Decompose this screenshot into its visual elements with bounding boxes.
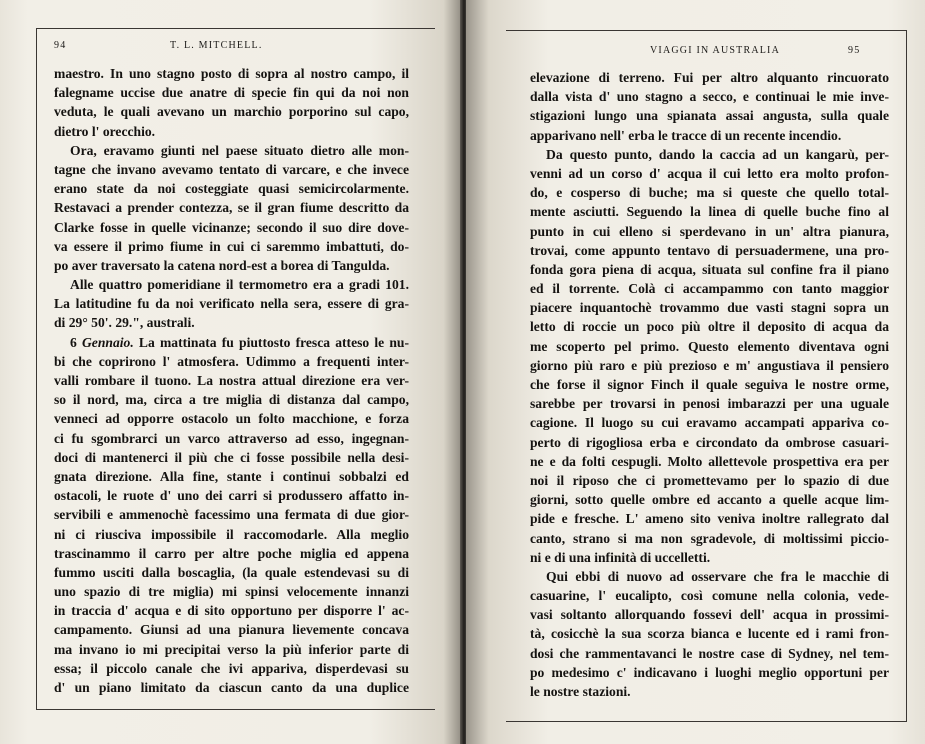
text-line: erano state da noi costeggiate quasi semicircolarmente.: [54, 181, 409, 197]
text-line: Alle quattro pomeridiane il termometro era a gradi 101.: [70, 277, 409, 293]
left-page: [0, 0, 462, 744]
text-line-lead: 6: [70, 334, 82, 350]
text-line: venni ad un corso d' acqua il cui letto era molto profon-: [530, 165, 889, 181]
text-line: noi il riposo che ci promettevamo per lo spazio di due: [530, 472, 889, 488]
text-line: Ora, eravamo giunti nel paese situato dietro alle mon-: [70, 142, 409, 158]
text-line: campamento. Giunsi ad una pianura lievemente concava: [54, 622, 409, 638]
left-page-number: 94: [54, 40, 67, 51]
text-line: ne e da folti cespugli. Molto allettevole prospettiva era per: [530, 453, 889, 469]
text-line: giorni, sotto quelle ombre ed accanto a quelle acque lim-: [530, 492, 889, 508]
text-line: ni ci riusciva impossibile il raccomodarle. Alla meglio: [54, 526, 409, 542]
text-line: sarebbe per trovarsi in penosi imbarazzi per una uguale: [530, 396, 889, 412]
right-page-number: 95: [848, 45, 861, 56]
text-line: Restavaci a prender contezza, se il gran fiume descritto da: [54, 200, 409, 216]
text-line: uno spazio di tre miglia) mi spinsi velocemente innanzi: [54, 584, 409, 600]
text-line: valli rombare il tuono. La nostra attual direzione era ver-: [54, 373, 409, 388]
text-line: dalla vista d' uno stagno a secco, e continuai le mie inve-: [530, 89, 889, 105]
text-line: fonda gora piena di acqua, situata sul confine fra il piano: [530, 261, 889, 277]
text-line: ma invano io mi precipitai verso la più inferior parte di: [54, 641, 409, 657]
text-line: [54, 333, 409, 352]
text-line: venneci ad opporre ostacolo un folto macchione, e forza: [54, 411, 409, 427]
text-line: elevazione di terreno. Fui per altro alquanto rincuorato: [530, 70, 889, 85]
text-line: po medesimo c' indicavano i luoghi meglio opportuni per: [530, 664, 889, 680]
text-line: Clarke fosse in quelle vicinanze; secondo il suo dire dove-: [54, 219, 409, 235]
text-line: punto in cui elleno si sperdevano in un' altra pianura,: [530, 223, 889, 239]
text-line: falegname uccise due anatre di specie fin qui da noi non: [54, 85, 409, 101]
text-line: ed il torrente. Colà ci accampammo con tanto maggior: [530, 281, 889, 297]
text-line: di 29° 50'. 29.", australi.: [54, 315, 195, 331]
text-line: ci fu sgombrarci un varco attraverso ad esso, ingegnan-: [54, 430, 409, 446]
text-line: dietro l' orecchio.: [54, 123, 156, 139]
text-line: Da questo punto, dando la caccia ad un kangarù, per-: [546, 146, 889, 162]
text-line: tà, cosicchè la sua scorza bianca e lucente ed i rami fron-: [530, 626, 889, 642]
right-page: [466, 0, 925, 744]
text-line: cagione. Il luogo su cui eravamo accampati appariva co-: [530, 415, 889, 431]
text-line: perto di rigogliosa erba e circondato da ombrose casuari-: [530, 434, 889, 450]
text-line: d' un piano limitato da ciascun canto da una duplice: [54, 680, 409, 695]
text-line: piacere inquantochè trovammo due vasti stagni sopra un: [530, 300, 889, 316]
text-line: so il nord, ma, circa a tre miglia di distanza dal campo,: [54, 392, 409, 408]
text-line: canto, strano si ma non sgradevole, di moltissimi piccio-: [530, 530, 889, 546]
text-line: dosi che rammentavanci le nostre case di Sydney, nel tem-: [530, 645, 889, 661]
text-line: fummo usciti dalla boscaglia, (la quale estendevasi su di: [54, 564, 409, 580]
text-line: casuarine, l' eucalipto, così comune nella colonia, vede-: [530, 588, 889, 604]
text-line: gnata direzione. Alla fine, stante i continui sobbalzi ed: [54, 468, 409, 484]
text-line: do, e cosperso di buche; ma si queste che quello total-: [530, 185, 889, 201]
text-line: bi che coprirono l' atmosfera. Udimmo a frequenti inter-: [54, 353, 409, 369]
right-running-head: VIAGGI IN AUSTRALIA: [650, 45, 781, 56]
text-line: letto di roccie un poco più oltre il deposito di acqua da: [530, 319, 889, 335]
text-line: essa; il piccolo canale che ivi appariva, disperdevasi su: [54, 660, 409, 676]
text-line: che forse il signor Finch il quale seguiva le nostre orme,: [530, 377, 889, 392]
text-line: po aver traversato la catena nord-est a borea di Tangulda.: [54, 257, 390, 273]
text-line: La latitudine fu da noi verificato nella sera, essere di gra-: [54, 296, 409, 312]
text-line: trascinammo il carro per altre poche miglia ed appena: [54, 545, 409, 561]
text-line: mente asciutti. Seguendo la linea di quelle buche fino al: [530, 204, 889, 220]
text-line: apparivano nell' erba le tracce di un recente incendio.: [530, 127, 842, 143]
text-line: giorno più raro e più prezioso e m' angustiava il pensiero: [530, 357, 889, 373]
text-line: pide e fresche. L' ameno sito veniva inoltre rallegrato dal: [530, 511, 889, 527]
text-line: va essere il primo fiume in cui ci saremmo imbattuti, do-: [54, 238, 409, 254]
left-page-text: [54, 64, 409, 697]
text-line: trovai, come appunto tentavo di persuadermene, una pro-: [530, 242, 889, 258]
date-italic: Gennaio.: [81, 334, 134, 350]
text-line: ostacoli, le ruote d' uno dei carri si produssero affatto in-: [54, 488, 409, 504]
text-line: maestro. In uno stagno posto di sopra al nostro campo, il: [54, 66, 409, 81]
text-line-rest: La mattinata fu piuttosto fresca atteso le nu-: [133, 334, 409, 350]
text-line: tagne che invano avevamo tentato di varcare, e che invece: [54, 161, 409, 177]
text-line: veduta, le quali avevano un marchio porporino sul capo,: [54, 104, 409, 120]
text-line: Qui ebbi di nuovo ad osservare che fra le macchie di: [546, 568, 889, 584]
text-line: servibili e ammenochè facessimo una fermata di due gior-: [54, 507, 409, 523]
text-line: vasi soltanto allorquando fossevi dell' acqua in prossimi-: [530, 607, 889, 623]
text-line: le nostre stazioni.: [530, 684, 631, 699]
left-running-head: T. L. MITCHELL.: [170, 40, 263, 51]
text-line: me scoperto pel primo. Questo elemento diventava ogni: [530, 338, 889, 354]
text-line: stigazioni lungo una spianata assai angusta, sulla quale: [530, 108, 889, 124]
text-line: doci di mantenerci il più che ci fosse possibile nella desi-: [54, 449, 409, 465]
text-line: in traccia d' acqua e di sito opportuno per disporre l' ac-: [54, 603, 409, 619]
right-page-text: [530, 68, 889, 701]
text-line: ni e di una infinità di uccelletti.: [530, 549, 711, 565]
